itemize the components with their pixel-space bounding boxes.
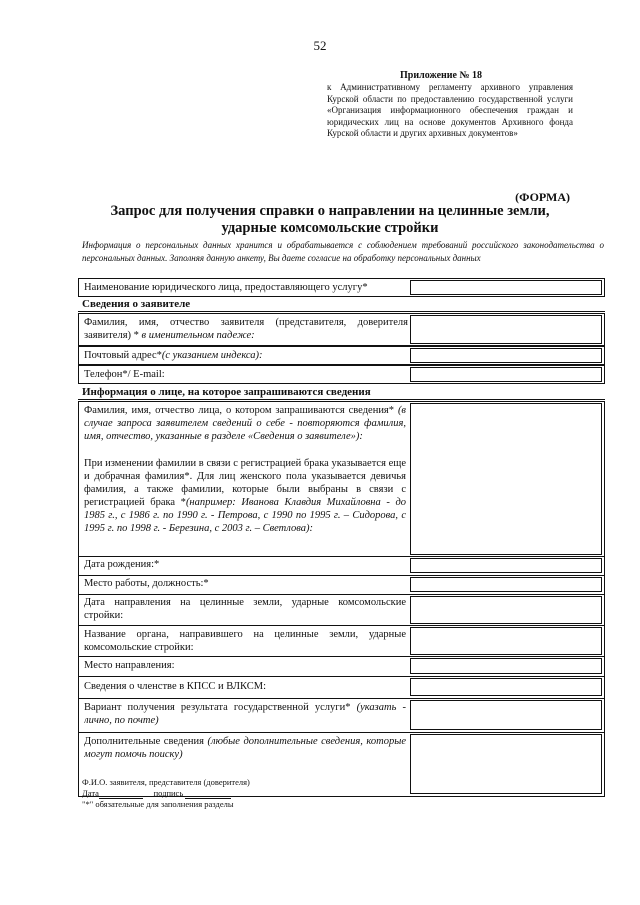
row-divider bbox=[79, 575, 604, 576]
row-divider bbox=[79, 556, 604, 557]
form-label: (ФОРМА) bbox=[515, 190, 570, 204]
form-footer bbox=[82, 777, 250, 810]
document-title bbox=[80, 203, 580, 237]
phone-label: Телефон*/ E-mail: bbox=[84, 369, 165, 380]
phone-field[interactable] bbox=[410, 367, 602, 382]
row-divider bbox=[79, 656, 604, 657]
party-membership-field[interactable] bbox=[410, 678, 602, 696]
row-divider bbox=[79, 594, 604, 595]
workplace-field[interactable] bbox=[410, 577, 602, 592]
person-fio-field[interactable] bbox=[410, 403, 602, 555]
document-title-line-1: Запрос для получения справки о направлении на целинные земли, bbox=[110, 203, 550, 219]
directing-org-field[interactable] bbox=[410, 627, 602, 655]
row-divider bbox=[79, 625, 604, 626]
workplace-label: Место работы, должность:* bbox=[84, 578, 209, 589]
postal-address-label: Почтовый адрес*(с указанием индекса): bbox=[84, 350, 263, 361]
applicant-section-title: Сведения о заявителе bbox=[82, 298, 191, 310]
signer-fio-line: Ф.И.О. заявителя, представителя (доверителя) bbox=[82, 777, 250, 787]
additional-info-label: Дополнительные сведения (любые дополнительные сведения, которые могут помочь поиску) bbox=[84, 736, 406, 760]
party-membership-label: Сведения о членстве в КПСС и ВЛКСМ: bbox=[84, 681, 266, 692]
applicant-fio-field[interactable] bbox=[410, 315, 602, 344]
org-name-field[interactable] bbox=[410, 280, 602, 295]
row-divider bbox=[79, 676, 604, 677]
direction-date-label: Дата направления на целинные земли, ударные комсомольские стройки: bbox=[84, 597, 406, 621]
row-divider bbox=[79, 698, 604, 699]
document-title-line-2: ударные комсомольские стройки bbox=[221, 220, 439, 236]
direction-place-label: Место направления: bbox=[84, 660, 175, 671]
result-option-field[interactable] bbox=[410, 700, 602, 730]
applicant-fio-label: Фамилия, имя, отчество заявителя (представителя, доверителя заявителя) * в именительном падеже: bbox=[84, 317, 408, 341]
date-signature-line bbox=[82, 788, 250, 799]
section-divider bbox=[78, 399, 605, 400]
section-divider bbox=[78, 311, 605, 312]
required-fields-note: "*" обязательные для заполнения разделы bbox=[82, 799, 234, 809]
appendix-title: Приложение № 18 bbox=[400, 70, 483, 81]
person-fio-label: Фамилия, имя, отчество лица, о котором запрашиваются сведения* (в случае запроса заявителем сведений о себе - повторяются фамилия, имя, отчество, указанные в разделе «Сведения о заявителе»): bbox=[84, 405, 406, 442]
birth-date-label: Дата рождения:* bbox=[84, 559, 160, 570]
consent-note: Информация о персональных данных хранится и обрабатывается с соблюдением требований российского законодательства о персональных данных. Заполняя данную анкету, Вы даете согласие на обработку персональных данных bbox=[82, 240, 604, 263]
row-divider bbox=[79, 732, 604, 733]
directing-org-label: Название органа, направившего на целинные земли, ударные комсомольские стройки: bbox=[84, 629, 406, 653]
surname-change-label: При изменении фамилии в связи с регистрацией брака указывается еще и добрачная фамилия*. Для лиц женского пола указывается девичья фамилия, а также фамилии, которые были выбраны в связи с регистрацией брака *(например: Иванова Клавдия Михайловна - до 1985 г., с 1986 г. по 1990 г. - Петрова, с 1990 по 1995 г. – Сидорова, с 1995 г. по 1998 г. - Березина, с 2003 г. – Светлова): bbox=[84, 458, 406, 534]
direction-date-field[interactable] bbox=[410, 596, 602, 624]
result-option-label: Вариант получения результата государственной услуги* (указать - лично, по почте) bbox=[84, 702, 406, 726]
birth-date-field[interactable] bbox=[410, 558, 602, 573]
date-label: Дата bbox=[82, 788, 99, 798]
signature-label: подпись bbox=[153, 788, 184, 798]
postal-address-field[interactable] bbox=[410, 348, 602, 363]
person-section-title: Информация о лице, на которое запрашиваются сведения bbox=[82, 386, 371, 398]
org-name-label: Наименование юридического лица, предоставляющего услугу* bbox=[84, 282, 368, 293]
additional-info-field[interactable] bbox=[410, 734, 602, 794]
direction-place-field[interactable] bbox=[410, 658, 602, 674]
page-number: 52 bbox=[313, 38, 327, 53]
appendix-text: к Административному регламенту архивного управления Курской области по предоставлению государственной услуги «Организация информационного обеспечения граждан и юридических лиц на основе документов Архивного фонда Курской области и других архивных документов» bbox=[327, 82, 573, 138]
